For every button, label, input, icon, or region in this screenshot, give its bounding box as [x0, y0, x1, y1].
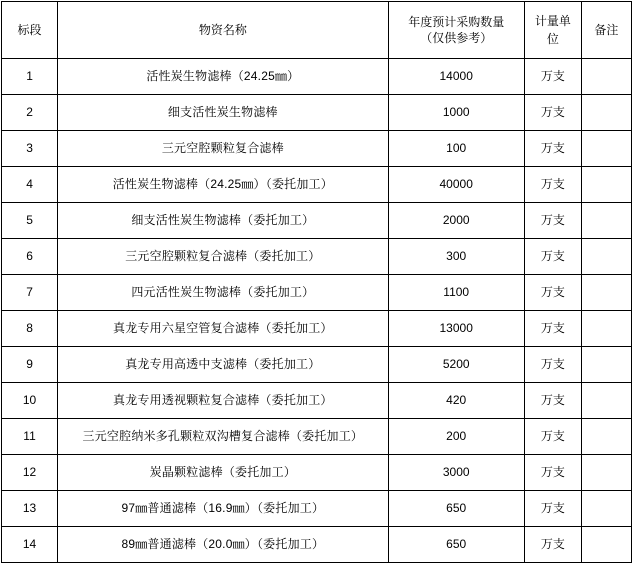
table-row: [2, 311, 632, 347]
cell-lot: 6: [2, 239, 58, 275]
cell-quantity: 5200: [388, 347, 524, 383]
cell-name: 细支活性炭生物滤棒（委托加工）: [58, 203, 389, 239]
cell-name: 活性炭生物滤棒（24.25㎜）（委托加工）: [58, 167, 389, 203]
cell-quantity: 650: [388, 491, 524, 527]
cell-name: 活性炭生物滤棒（24.25㎜）: [58, 59, 389, 95]
cell-unit: 万支: [524, 239, 581, 275]
cell-lot: 12: [2, 455, 58, 491]
cell-name: 97㎜普通滤棒（16.9㎜）（委托加工）: [58, 491, 389, 527]
cell-unit: 万支: [524, 527, 581, 563]
cell-name: 真龙专用六星空管复合滤棒（委托加工）: [58, 311, 389, 347]
cell-lot: 8: [2, 311, 58, 347]
cell-lot: 9: [2, 347, 58, 383]
cell-unit: 万支: [524, 131, 581, 167]
cell-quantity: 1000: [388, 95, 524, 131]
cell-quantity: 13000: [388, 311, 524, 347]
cell-lot: 10: [2, 383, 58, 419]
table-row: [2, 203, 632, 239]
cell-name: 三元空腔颗粒复合滤棒: [58, 131, 389, 167]
column-header-note: 备注: [581, 2, 631, 59]
cell-note: [581, 95, 631, 131]
cell-note: [581, 419, 631, 455]
column-header-unit-line2: 位: [546, 32, 559, 46]
cell-unit: 万支: [524, 275, 581, 311]
cell-note: [581, 311, 631, 347]
column-header-quantity-line2: （仅供参考）: [420, 31, 493, 45]
cell-name: 真龙专用透视颗粒复合滤棒（委托加工）: [58, 383, 389, 419]
procurement-table: [1, 1, 632, 563]
cell-lot: 2: [2, 95, 58, 131]
cell-name: 真龙专用高透中支滤棒（委托加工）: [58, 347, 389, 383]
cell-quantity: 1100: [388, 275, 524, 311]
cell-quantity: 40000: [388, 167, 524, 203]
cell-lot: 14: [2, 527, 58, 563]
cell-lot: 5: [2, 203, 58, 239]
cell-name: 细支活性炭生物滤棒: [58, 95, 389, 131]
cell-quantity: 200: [388, 419, 524, 455]
table-row: [2, 347, 632, 383]
cell-name: 三元空腔纳米多孔颗粒双沟槽复合滤棒（委托加工）: [58, 419, 389, 455]
table-row: [2, 491, 632, 527]
cell-unit: 万支: [524, 311, 581, 347]
cell-quantity: 2000: [388, 203, 524, 239]
cell-note: [581, 167, 631, 203]
table-row: [2, 95, 632, 131]
cell-unit: 万支: [524, 383, 581, 419]
cell-lot: 7: [2, 275, 58, 311]
table-body: [2, 59, 632, 563]
cell-lot: 3: [2, 131, 58, 167]
document-page: [0, 1, 633, 552]
cell-note: [581, 347, 631, 383]
cell-name: 89㎜普通滤棒（20.0㎜）（委托加工）: [58, 527, 389, 563]
table-row: [2, 383, 632, 419]
cell-quantity: 3000: [388, 455, 524, 491]
table-header: [2, 2, 632, 59]
table-header-row: [2, 2, 632, 59]
cell-lot: 11: [2, 419, 58, 455]
table-row: [2, 167, 632, 203]
cell-name: 三元空腔颗粒复合滤棒（委托加工）: [58, 239, 389, 275]
column-header-name: 物资名称: [58, 2, 389, 59]
table-row: [2, 275, 632, 311]
cell-quantity: 100: [388, 131, 524, 167]
cell-name: 四元活性炭生物滤棒（委托加工）: [58, 275, 389, 311]
cell-note: [581, 59, 631, 95]
cell-unit: 万支: [524, 347, 581, 383]
column-header-quantity-line1: 年度预计采购数量: [408, 14, 505, 29]
cell-unit: 万支: [524, 95, 581, 131]
cell-unit: 万支: [524, 59, 581, 95]
table-row: [2, 527, 632, 563]
cell-lot: 13: [2, 491, 58, 527]
table-row: [2, 239, 632, 275]
cell-quantity: 14000: [388, 59, 524, 95]
cell-note: [581, 203, 631, 239]
table-row: [2, 419, 632, 455]
table-row: [2, 131, 632, 167]
table-row: [2, 455, 632, 491]
table-row: [2, 59, 632, 95]
cell-name: 炭晶颗粒滤棒（委托加工）: [58, 455, 389, 491]
cell-note: [581, 491, 631, 527]
cell-note: [581, 527, 631, 563]
cell-unit: 万支: [524, 455, 581, 491]
cell-lot: 4: [2, 167, 58, 203]
cell-note: [581, 455, 631, 491]
cell-note: [581, 131, 631, 167]
column-header-unit: [524, 2, 581, 59]
cell-unit: 万支: [524, 203, 581, 239]
cell-unit: 万支: [524, 167, 581, 203]
cell-unit: 万支: [524, 491, 581, 527]
cell-quantity: 650: [388, 527, 524, 563]
column-header-lot: 标段: [2, 2, 58, 59]
column-header-quantity: [388, 2, 524, 59]
column-header-unit-line1: 计量单: [534, 14, 571, 28]
cell-quantity: 300: [388, 239, 524, 275]
cell-note: [581, 239, 631, 275]
cell-unit: 万支: [524, 419, 581, 455]
cell-note: [581, 275, 631, 311]
cell-quantity: 420: [388, 383, 524, 419]
cell-note: [581, 383, 631, 419]
cell-lot: 1: [2, 59, 58, 95]
